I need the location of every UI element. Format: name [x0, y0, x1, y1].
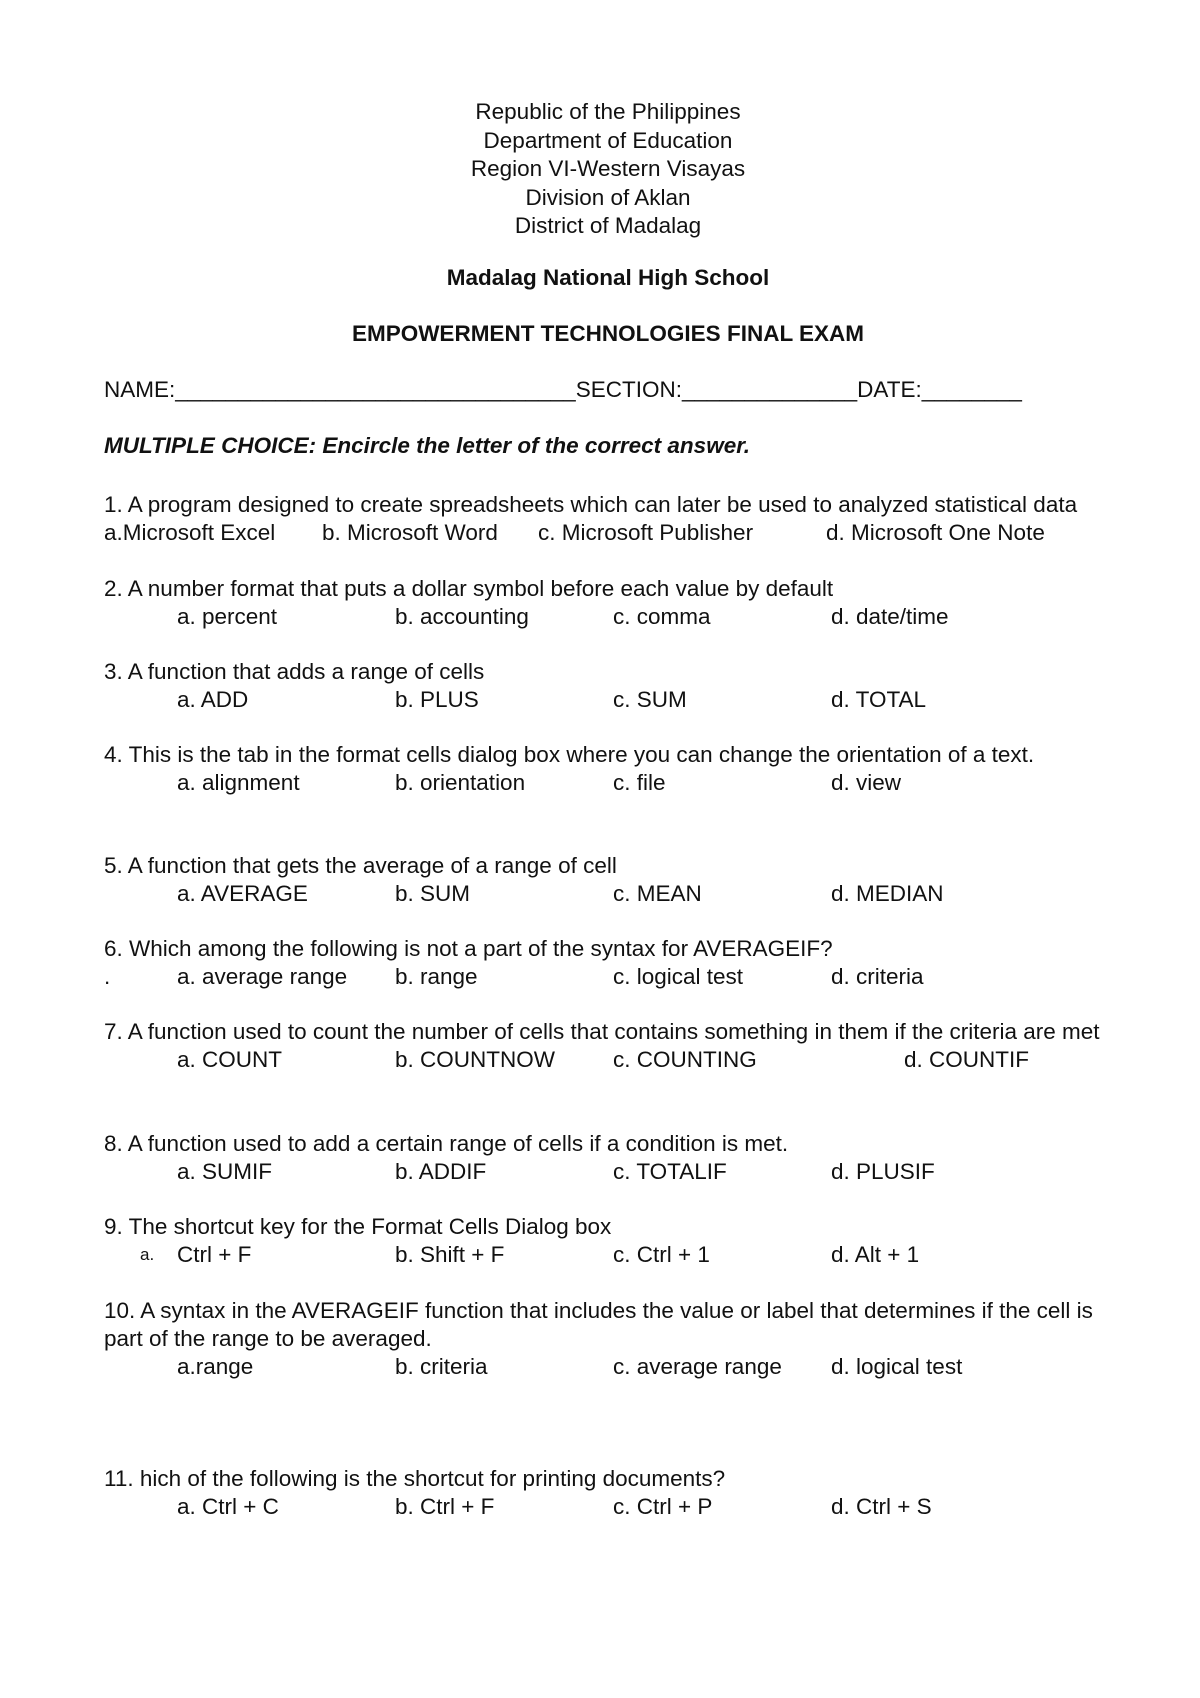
option-a[interactable]: Ctrl + F: [177, 1242, 252, 1267]
option-c[interactable]: c. logical test: [613, 964, 744, 989]
section-label: SECTION:: [575, 377, 682, 402]
options-row: [104, 880, 1104, 908]
question-4: [104, 741, 1104, 797]
header-line-region: Region VI-Western Visayas: [470, 156, 746, 181]
option-b[interactable]: b. Microsoft Word: [322, 520, 498, 545]
question-8: [104, 1130, 1104, 1186]
question-text: 4. This is the tab in the format cells dialog box where you can change the orientation of a text.: [104, 742, 1035, 767]
option-c[interactable]: c. file: [613, 770, 666, 795]
question-6: [104, 935, 1104, 991]
option-b[interactable]: b. Ctrl + F: [395, 1494, 495, 1519]
option-a[interactable]: a.Microsoft Excel: [104, 520, 276, 545]
question-7: [104, 1018, 1104, 1074]
question-text: 2. A number format that puts a dollar symbol before each value by default: [104, 576, 834, 601]
school-name: Madalag National High School: [446, 265, 770, 290]
option-d[interactable]: d. Alt + 1: [831, 1242, 920, 1267]
option-a[interactable]: a. AVERAGE: [177, 881, 308, 906]
header-line-district: District of Madalag: [514, 213, 702, 238]
option-c[interactable]: c. Ctrl + P: [613, 1494, 713, 1519]
option-a[interactable]: a. average range: [177, 964, 348, 989]
option-c[interactable]: c. TOTALIF: [613, 1159, 727, 1184]
option-b[interactable]: b. Shift + F: [395, 1242, 505, 1267]
options-row: [104, 603, 1104, 631]
options-row: [104, 1046, 1104, 1074]
header-line-department: Department of Education: [483, 127, 733, 153]
question-2: [104, 575, 1104, 631]
option-b[interactable]: b. ADDIF: [395, 1159, 487, 1184]
option-d[interactable]: d. Ctrl + S: [831, 1494, 932, 1519]
section-blank[interactable]: ______________: [681, 377, 858, 402]
option-d[interactable]: d. logical test: [831, 1354, 963, 1379]
option-b[interactable]: b. criteria: [395, 1354, 488, 1379]
option-b[interactable]: b. range: [395, 964, 478, 989]
option-c[interactable]: c. COUNTING: [613, 1047, 757, 1072]
options-row: [104, 1241, 1104, 1269]
option-d[interactable]: d. TOTAL: [831, 687, 927, 712]
question-3: [104, 658, 1104, 714]
option-d[interactable]: d. PLUSIF: [831, 1159, 935, 1184]
options-row: [104, 686, 1104, 714]
option-d[interactable]: d. date/time: [831, 604, 949, 629]
question-text: 3. A function that adds a range of cells: [104, 659, 485, 684]
question-text: 5. A function that gets the average of a range of cell: [104, 853, 617, 878]
option-b[interactable]: b. SUM: [395, 881, 471, 906]
student-info-line: [104, 377, 1022, 403]
header-line-republic: Republic of the Philippines: [475, 99, 741, 124]
question-10: [104, 1297, 1104, 1381]
option-c[interactable]: c. Ctrl + 1: [613, 1242, 710, 1267]
question-text: 1. A program designed to create spreadsheets which can later be used to analyzed statistical data: [104, 492, 1078, 517]
option-a[interactable]: a. alignment: [177, 770, 300, 795]
question-5: [104, 852, 1104, 908]
option-d[interactable]: d. Microsoft One Note: [826, 520, 1045, 545]
option-c[interactable]: c. SUM: [613, 687, 687, 712]
option-c[interactable]: c. comma: [613, 604, 711, 629]
option-b[interactable]: b. COUNTNOW: [395, 1047, 555, 1072]
options-row: [104, 519, 1104, 547]
option-a[interactable]: a. Ctrl + C: [177, 1494, 279, 1519]
option-d[interactable]: d. COUNTIF: [904, 1047, 1030, 1072]
question-text: 11. hich of the following is the shortcut for printing documents?: [104, 1466, 726, 1491]
option-a[interactable]: a. percent: [177, 604, 278, 629]
option-a[interactable]: a. SUMIF: [177, 1159, 273, 1184]
option-a[interactable]: a. COUNT: [177, 1047, 283, 1072]
header-line-division: Division of Aklan: [525, 184, 691, 210]
date-label: DATE:: [857, 377, 922, 402]
option-c[interactable]: c. MEAN: [613, 881, 702, 906]
question-text: 8. A function used to add a certain range of cells if a condition is met.: [104, 1131, 789, 1156]
options-row: [104, 769, 1104, 797]
question-text: 9. The shortcut key for the Format Cells Dialog box: [104, 1214, 612, 1239]
letterhead: [0, 98, 1200, 241]
question-text: 7. A function used to count the number of cells that contains something in them if the criteria are met: [104, 1019, 1100, 1044]
date-blank[interactable]: ________: [921, 377, 1022, 402]
option-c[interactable]: c. average range: [613, 1354, 782, 1379]
option-b[interactable]: b. orientation: [395, 770, 526, 795]
option-a[interactable]: a. ADD: [177, 687, 249, 712]
option-b[interactable]: b. accounting: [395, 604, 529, 629]
option-d[interactable]: d. criteria: [831, 964, 924, 989]
options-row: [104, 963, 1104, 991]
option-d[interactable]: d. view: [831, 770, 902, 795]
question-1: [104, 491, 1104, 547]
options-row: [104, 1353, 1104, 1381]
option-c[interactable]: c. Microsoft Publisher: [538, 520, 754, 545]
option-b[interactable]: b. PLUS: [395, 687, 479, 712]
name-blank[interactable]: ________________________________: [175, 377, 576, 402]
question-text: 10. A syntax in the AVERAGEIF function that includes the value or label that determines if the cell is part of the range to be averaged.: [104, 1298, 1093, 1351]
question-text: 6. Which among the following is not a part of the syntax for AVERAGEIF?: [104, 936, 833, 961]
question-9: [104, 1213, 1104, 1269]
option-prefix: a.: [140, 1245, 155, 1264]
name-label: NAME:: [104, 377, 176, 402]
instructions: MULTIPLE CHOICE: Encircle the letter of the correct answer.: [104, 433, 750, 458]
exam-title: EMPOWERMENT TECHNOLOGIES FINAL EXAM: [351, 321, 865, 346]
options-row: [104, 1493, 1104, 1521]
question-11: [104, 1465, 1104, 1521]
options-row: [104, 1158, 1104, 1186]
option-d[interactable]: d. MEDIAN: [831, 881, 944, 906]
option-a[interactable]: a.range: [177, 1354, 254, 1379]
option-prefix: .: [104, 964, 111, 989]
